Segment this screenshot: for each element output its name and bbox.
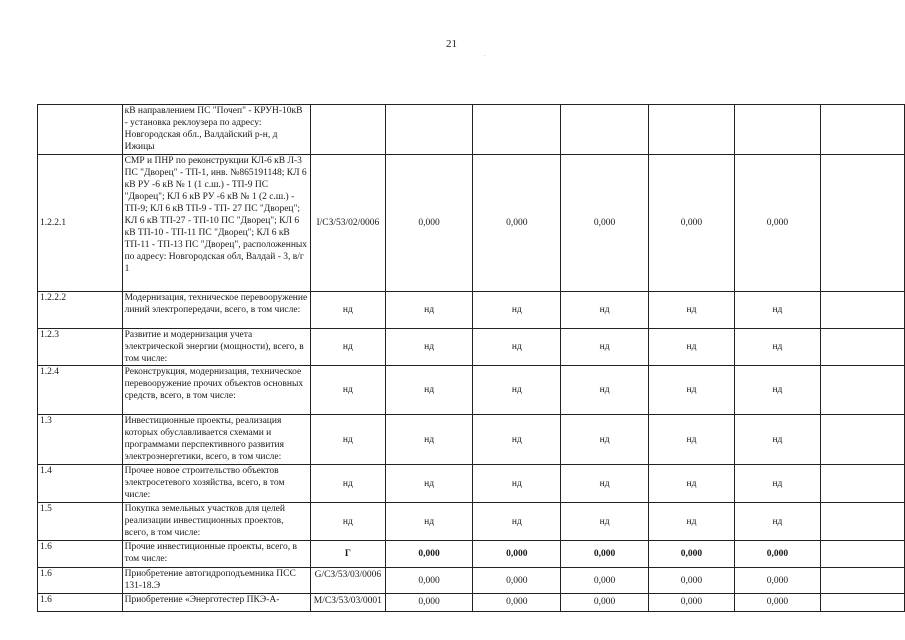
row-value-empty — [820, 329, 904, 366]
row-value: нд — [385, 292, 473, 329]
row-value-empty — [820, 503, 904, 541]
table-row — [38, 329, 905, 366]
row-value: нд — [385, 366, 473, 415]
row-code: 1.2.2.2 — [38, 292, 123, 329]
investment-table — [37, 104, 905, 612]
row-value: 0,000 — [734, 594, 820, 612]
row-code — [38, 105, 123, 155]
row-code: 1.6 — [38, 541, 123, 568]
row-value: 0,000 — [734, 568, 820, 594]
row-description: Приобретение автогидроподъемника ПСС 131-18.Э — [122, 568, 310, 594]
row-value-empty — [820, 415, 904, 465]
row-description: Развитие и модернизация учета электрической энергии (мощности), всего, в том числе: — [122, 329, 310, 366]
row-value: нд — [385, 329, 473, 366]
row-identifier: M/СЗ/53/03/0001 — [311, 594, 386, 612]
row-value: нд — [561, 366, 649, 415]
table-row — [38, 292, 905, 329]
row-identifier — [311, 105, 386, 155]
row-value — [734, 105, 820, 155]
row-value: нд — [734, 329, 820, 366]
row-value-empty — [820, 541, 904, 568]
row-value: нд — [473, 503, 561, 541]
row-value: нд — [473, 465, 561, 503]
row-value: 0,000 — [561, 568, 649, 594]
row-value: 0,000 — [473, 594, 561, 612]
row-code: 1.3 — [38, 415, 123, 465]
row-description: Реконструкция, модернизация, техническое перевооружение прочих объектов основных средств, всего, в том числе: — [122, 366, 310, 415]
row-value: 0,000 — [734, 541, 820, 568]
row-description: Модернизация, техническое перевооружение линий электропередачи, всего, в том числе: — [122, 292, 310, 329]
row-description: Инвестиционные проекты, реализация которых обуславливается схемами и программами перспективного развития электроэнергетики, всего, в том числе: — [122, 415, 310, 465]
row-code: 1.2.3 — [38, 329, 123, 366]
row-value: 0,000 — [473, 155, 561, 292]
row-description: Прочие инвестиционные проекты, всего, в том числе: — [122, 541, 310, 568]
row-value: нд — [473, 366, 561, 415]
row-value-empty — [820, 568, 904, 594]
row-value-empty — [820, 465, 904, 503]
table-row — [38, 415, 905, 465]
row-value: 0,000 — [561, 155, 649, 292]
row-value: нд — [649, 329, 735, 366]
row-value: нд — [385, 465, 473, 503]
row-value: нд — [473, 292, 561, 329]
row-code: 1.5 — [38, 503, 123, 541]
row-value: 0,000 — [385, 594, 473, 612]
row-value: 0,000 — [385, 541, 473, 568]
row-identifier: нд — [311, 415, 386, 465]
row-description: СМР и ПНР по реконструкции КЛ-6 кВ Л-3 ПС "Дворец" - ТП-1, инв. №865191148; КЛ 6 кВ РУ -6 кВ № 1 (1 с.ш.) - ТП-9 ПС "Дворец"; КЛ 6 кВ РУ -6 кВ № 1 (2 с.ш.) - ТП-9; КЛ 6 кВ ТП-9 - ТП- 27 ПС "Дворец"; КЛ 6 кВ ТП-27 - ТП-10 ПС "Дворец"; КЛ 6 кВ ТП-10 - ТП-11 ПС "Дворец"; КЛ 6 кВ ТП-11 - ТП-13 ПС "Дворец", расположенных по адресу: Новгородская обл, Валдай - 3, в/г 1 — [122, 155, 310, 292]
row-value-empty — [820, 292, 904, 329]
row-identifier: нд — [311, 465, 386, 503]
row-identifier: нд — [311, 292, 386, 329]
row-value: нд — [473, 329, 561, 366]
row-value — [473, 105, 561, 155]
row-value — [561, 105, 649, 155]
table-row — [38, 503, 905, 541]
row-code: 1.6 — [38, 594, 123, 612]
row-value-empty — [820, 366, 904, 415]
row-code: 1.2.4 — [38, 366, 123, 415]
row-identifier: Г — [311, 541, 386, 568]
row-value: нд — [385, 415, 473, 465]
row-value: нд — [385, 503, 473, 541]
row-identifier: I/СЗ/53/02/0006 — [311, 155, 386, 292]
row-code: 1.6 — [38, 568, 123, 594]
table-row — [38, 155, 905, 292]
row-value: нд — [649, 465, 735, 503]
row-value — [385, 105, 473, 155]
table-row — [38, 541, 905, 568]
row-value: 0,000 — [385, 155, 473, 292]
row-value: нд — [561, 503, 649, 541]
row-value: 0,000 — [649, 541, 735, 568]
page-number: 21 — [446, 38, 457, 50]
row-identifier: G/СЗ/53/03/0006 — [311, 568, 386, 594]
row-value: нд — [649, 292, 735, 329]
row-identifier: нд — [311, 503, 386, 541]
row-value: нд — [561, 292, 649, 329]
scan-mark: . — [484, 52, 486, 58]
row-value — [649, 105, 735, 155]
row-value: нд — [649, 366, 735, 415]
row-value: 0,000 — [561, 594, 649, 612]
row-value: нд — [561, 415, 649, 465]
row-value: нд — [734, 415, 820, 465]
row-code: 1.4 — [38, 465, 123, 503]
row-value: нд — [649, 503, 735, 541]
row-value-empty — [820, 594, 904, 612]
row-value-empty — [820, 155, 904, 292]
row-value: 0,000 — [473, 568, 561, 594]
row-value: 0,000 — [649, 155, 735, 292]
table-row — [38, 465, 905, 503]
row-value: 0,000 — [649, 568, 735, 594]
row-description: кВ направлением ПС "Почеп" - КРУН-10кВ - установка реклоузера по адресу: Новгородская обл., Валдайский р-н, д Ижицы — [122, 105, 310, 155]
table-row — [38, 594, 905, 612]
row-value: нд — [734, 292, 820, 329]
row-value — [820, 105, 904, 155]
row-value: нд — [561, 465, 649, 503]
row-value: 0,000 — [385, 568, 473, 594]
row-description: Прочее новое строительство объектов электросетевого хозяйства, всего, в том числе: — [122, 465, 310, 503]
row-value: нд — [649, 415, 735, 465]
row-value: 0,000 — [649, 594, 735, 612]
row-value: нд — [734, 465, 820, 503]
row-value: 0,000 — [734, 155, 820, 292]
row-value: нд — [734, 503, 820, 541]
row-description: Приобретение «Энерготестер ПКЭ-А- — [122, 594, 310, 612]
row-value: нд — [734, 366, 820, 415]
row-identifier: нд — [311, 366, 386, 415]
table-row — [38, 105, 905, 155]
row-code: 1.2.2.1 — [38, 155, 123, 292]
table-row — [38, 568, 905, 594]
row-value: 0,000 — [473, 541, 561, 568]
row-value: нд — [561, 329, 649, 366]
table-row — [38, 366, 905, 415]
row-identifier: нд — [311, 329, 386, 366]
row-value: 0,000 — [561, 541, 649, 568]
row-description: Покупка земельных участков для целей реализации инвестиционных проектов, всего, в том числе: — [122, 503, 310, 541]
row-value: нд — [473, 415, 561, 465]
